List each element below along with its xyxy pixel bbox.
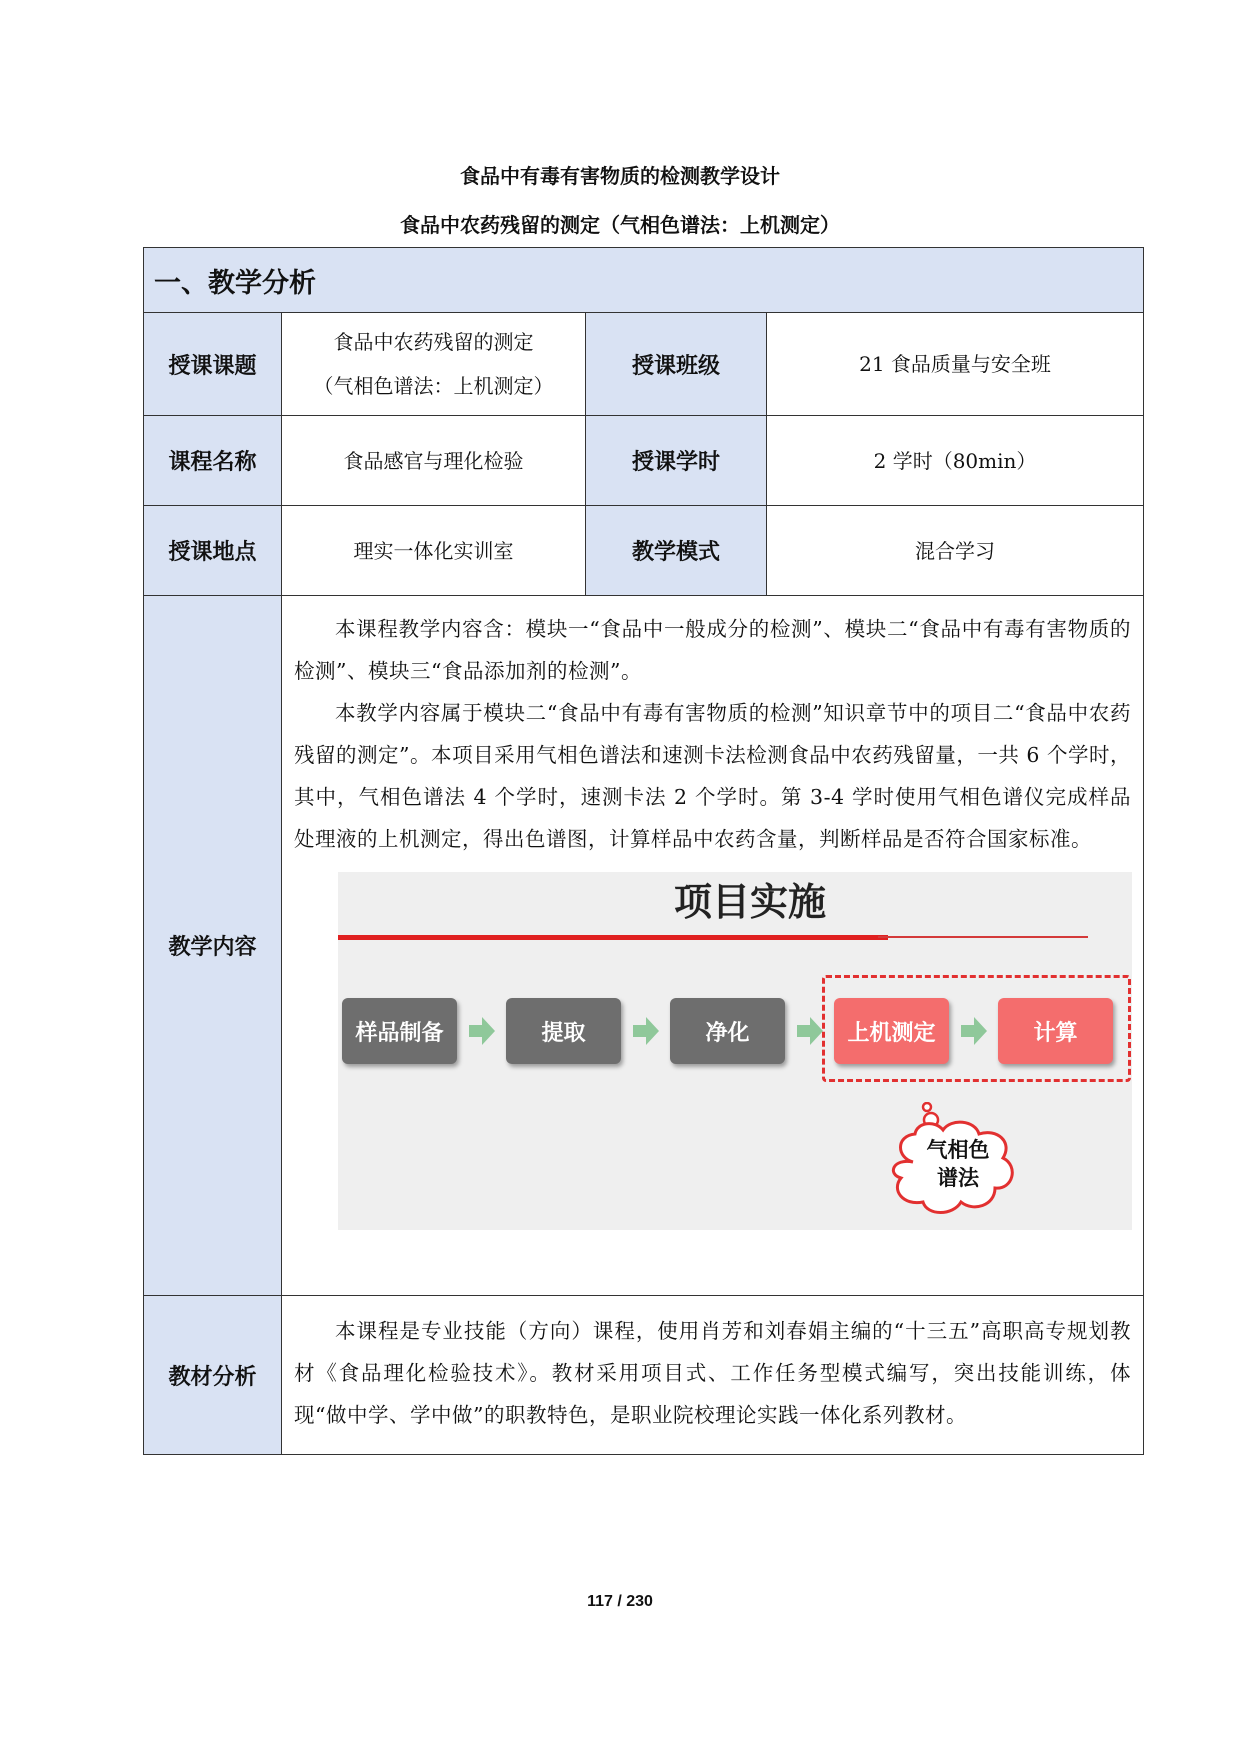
- step-extraction: 提取: [506, 998, 621, 1064]
- textbook-label: 教材分析: [144, 1296, 282, 1455]
- hours-value: 2 学时（80min）: [767, 416, 1144, 506]
- step-sample-prep: 样品制备: [342, 998, 457, 1064]
- topic-label: 授课课题: [144, 313, 282, 416]
- project-implementation-figure: [338, 872, 1132, 1230]
- topic-value-line2: （气相色谱法：上机测定）: [313, 374, 554, 398]
- step-calculation: 计算: [998, 998, 1113, 1064]
- document-subtitle: 食品中农药残留的测定（气相色谱法：上机测定）: [400, 213, 840, 237]
- content-cell: [282, 596, 1144, 1296]
- teaching-analysis-table: [143, 247, 1144, 1455]
- course-label: 课程名称: [144, 416, 282, 506]
- topic-value-line1: 食品中农药残留的测定: [333, 330, 534, 354]
- page-number: 117 / 230: [587, 1593, 653, 1610]
- topic-value: [282, 313, 586, 416]
- figure-thin-underline: [878, 936, 1088, 938]
- figure-title: 项目实施: [673, 880, 826, 924]
- content-label: 教学内容: [144, 596, 282, 1296]
- content-paragraph-2: 本教学内容属于模块二“食品中有毒有害物质的检测”知识章节中的项目二“食品中农药残留的测定”。本项目采用气相色谱法和速测卡法检测食品中农药残留量，一共 6 个学时，其中，气相色谱法 4 个学时，速测卡法 2 个学时。第 3-4 学时使用气相色谱仪完成样品处理液的上机测定，得出色谱图，计算样品中农药含量，判断样品是否符合国家标准。: [294, 701, 1131, 851]
- place-value: 理实一体化实训室: [282, 506, 586, 596]
- arrow-right-icon: [961, 1017, 987, 1045]
- mode-label: 教学模式: [586, 506, 767, 596]
- figure-red-underline: [338, 935, 888, 940]
- bubble-line-1: 气相色: [926, 1138, 990, 1162]
- arrow-right-icon: [633, 1017, 659, 1045]
- mode-value: 混合学习: [767, 506, 1144, 596]
- class-label: 授课班级: [586, 313, 767, 416]
- bubble-text: [918, 1136, 998, 1192]
- step-purification: 净化: [670, 998, 785, 1064]
- arrow-right-icon: [797, 1017, 823, 1045]
- section-heading: 一、教学分析: [144, 248, 1144, 313]
- class-value: 21 食品质量与安全班: [767, 313, 1144, 416]
- hours-label: 授课学时: [586, 416, 767, 506]
- course-value: 食品感官与理化检验: [282, 416, 586, 506]
- textbook-cell: [282, 1296, 1144, 1455]
- document-title: 食品中有毒有害物质的检测教学设计: [460, 164, 780, 188]
- place-label: 授课地点: [144, 506, 282, 596]
- textbook-paragraph: 本课程是专业技能（方向）课程，使用肖芳和刘春娟主编的“十三五”高职高专规划教材《食品理化检验技术》。教材采用项目式、工作任务型模式编写，突出技能训练，体现“做中学、学中做”的职教特色，是职业院校理论实践一体化系列教材。: [294, 1319, 1131, 1427]
- step-instrument-measure: 上机测定: [834, 998, 949, 1064]
- content-paragraph-1: 本课程教学内容含：模块一“食品中一般成分的检测”、模块二“食品中有毒有害物质的检测”、模块三“食品添加剂的检测”。: [294, 617, 1131, 683]
- arrow-right-icon: [469, 1017, 495, 1045]
- bubble-line-2: 谱法: [937, 1166, 979, 1190]
